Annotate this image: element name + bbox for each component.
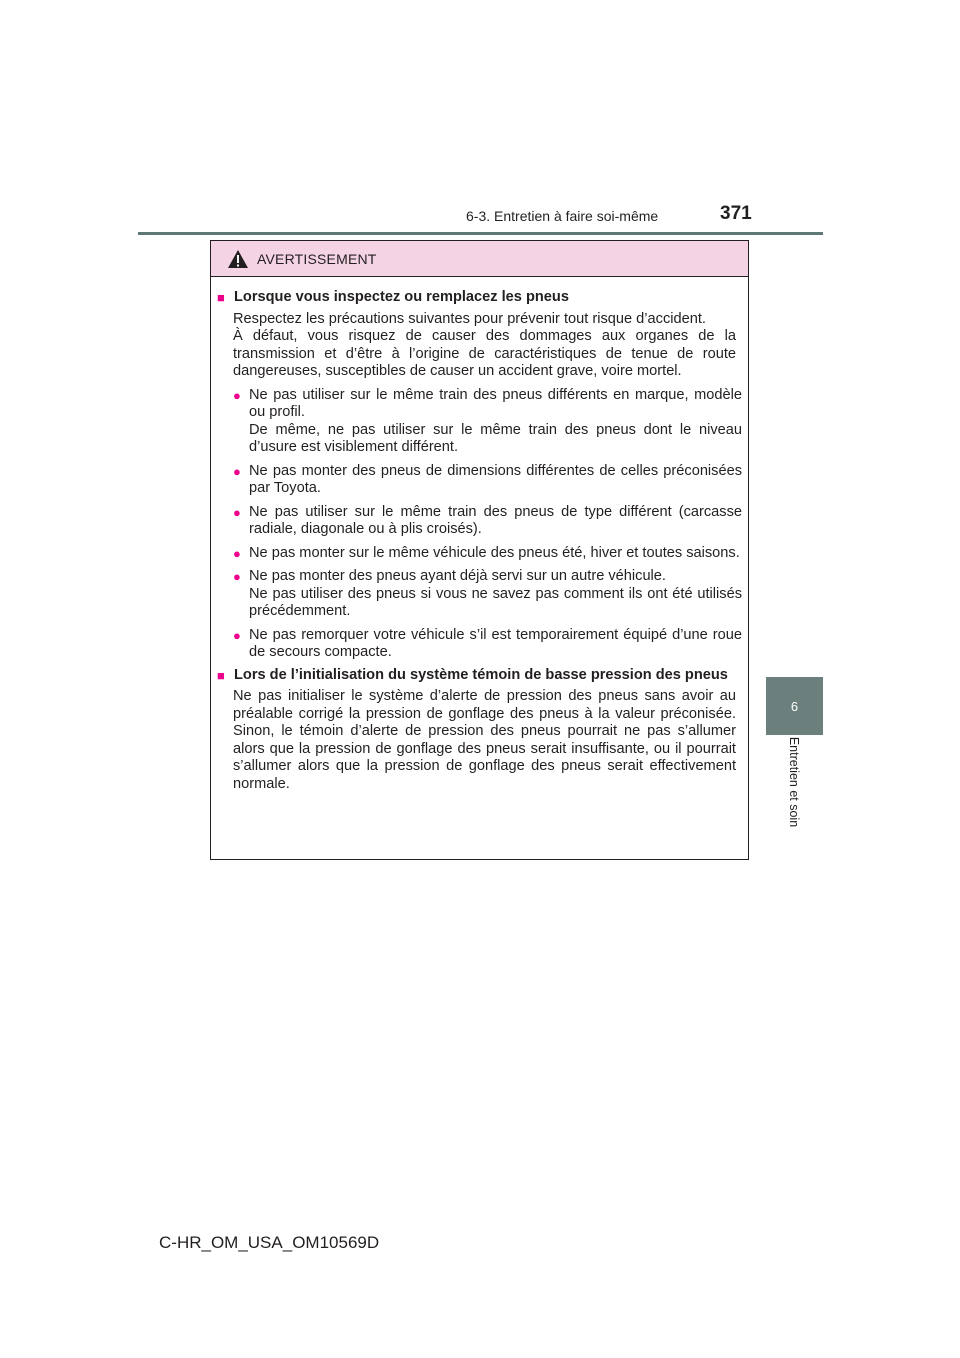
list-item: ● Ne pas monter des pneus ayant déjà servi sur un autre véhicule. Ne pas utiliser des pneus si vous ne savez pas comment ils ont été utilisés précédemment. (233, 568, 742, 619)
circle-bullet-icon: ● (233, 569, 241, 584)
warning-title: AVERTISSEMENT (257, 250, 377, 267)
circle-bullet-icon: ● (233, 504, 241, 520)
document-code: C-HR_OM_USA_OM10569D (159, 1233, 380, 1252)
intro-text: À défaut, vous risquez de causer des dommages aux organes de la transmission et d’être à l’origine de caractéristiques de tenue de route dangereuses, susceptibles de causer un accident grave, voire mortel. (233, 328, 736, 379)
square-bullet-icon: ■ (217, 667, 225, 683)
list-item: ● Ne pas utiliser sur le même train des pneus de type différent (carcasse radiale, diagonale ou à plis croisés). (233, 503, 742, 537)
section-heading: ■ Lors de l’initialisation du système témoin de basse pression des pneus (217, 666, 728, 683)
circle-bullet-icon: ● (233, 545, 241, 561)
paragraph: Ne pas initialiser le système d’alerte de pression des pneus sans avoir au préalable corrigé la pression de gonflage des pneus à la valeur préconisée. Sinon, le témoin d’alerte de pression des pneus pourrait ne pas s’allumer alors que la pression de gonflage des pneus serait insuffisante, ou il pourrait s’allumer alors que la pression de gonflage des pneus serait effectivement normale. (233, 688, 736, 792)
list-item: ● Ne pas remorquer votre véhicule s’il est temporairement équipé d’une roue de secours compacte. (233, 626, 742, 660)
circle-bullet-icon: ● (233, 627, 241, 643)
warning-box (210, 240, 749, 860)
page-number: 371 (720, 203, 752, 224)
intro-text: Respectez les précautions suivantes pour prévenir tout risque d’accident. (233, 310, 706, 327)
square-bullet-icon: ■ (217, 290, 225, 305)
header-divider (138, 232, 823, 235)
circle-bullet-icon: ● (233, 463, 241, 479)
circle-bullet-icon: ● (233, 387, 241, 403)
warning-triangle-icon (227, 249, 249, 269)
chapter-label: Entretien et soin (787, 736, 801, 828)
section-heading: ■ Lorsque vous inspectez ou remplacez les pneus (217, 289, 569, 305)
paragraph (217, 311, 736, 381)
list-item: ● Ne pas monter sur le même véhicule des pneus été, hiver et toutes saisons. (233, 544, 740, 561)
chapter-number: 6 (790, 698, 799, 714)
list-item: ● Ne pas utiliser sur le même train des pneus différents en marque, modèle ou profil. De même, ne pas utiliser sur le même train des pneus dont le niveau d’usure est visiblement différent. (233, 386, 742, 455)
warning-header (211, 241, 748, 277)
section-title: 6-3. Entretien à faire soi-même (466, 208, 659, 224)
warning-body (211, 277, 748, 793)
list-item: ● Ne pas monter des pneus de dimensions différentes de celles préconisées par Toyota. (233, 462, 742, 496)
chapter-tab (766, 677, 823, 735)
